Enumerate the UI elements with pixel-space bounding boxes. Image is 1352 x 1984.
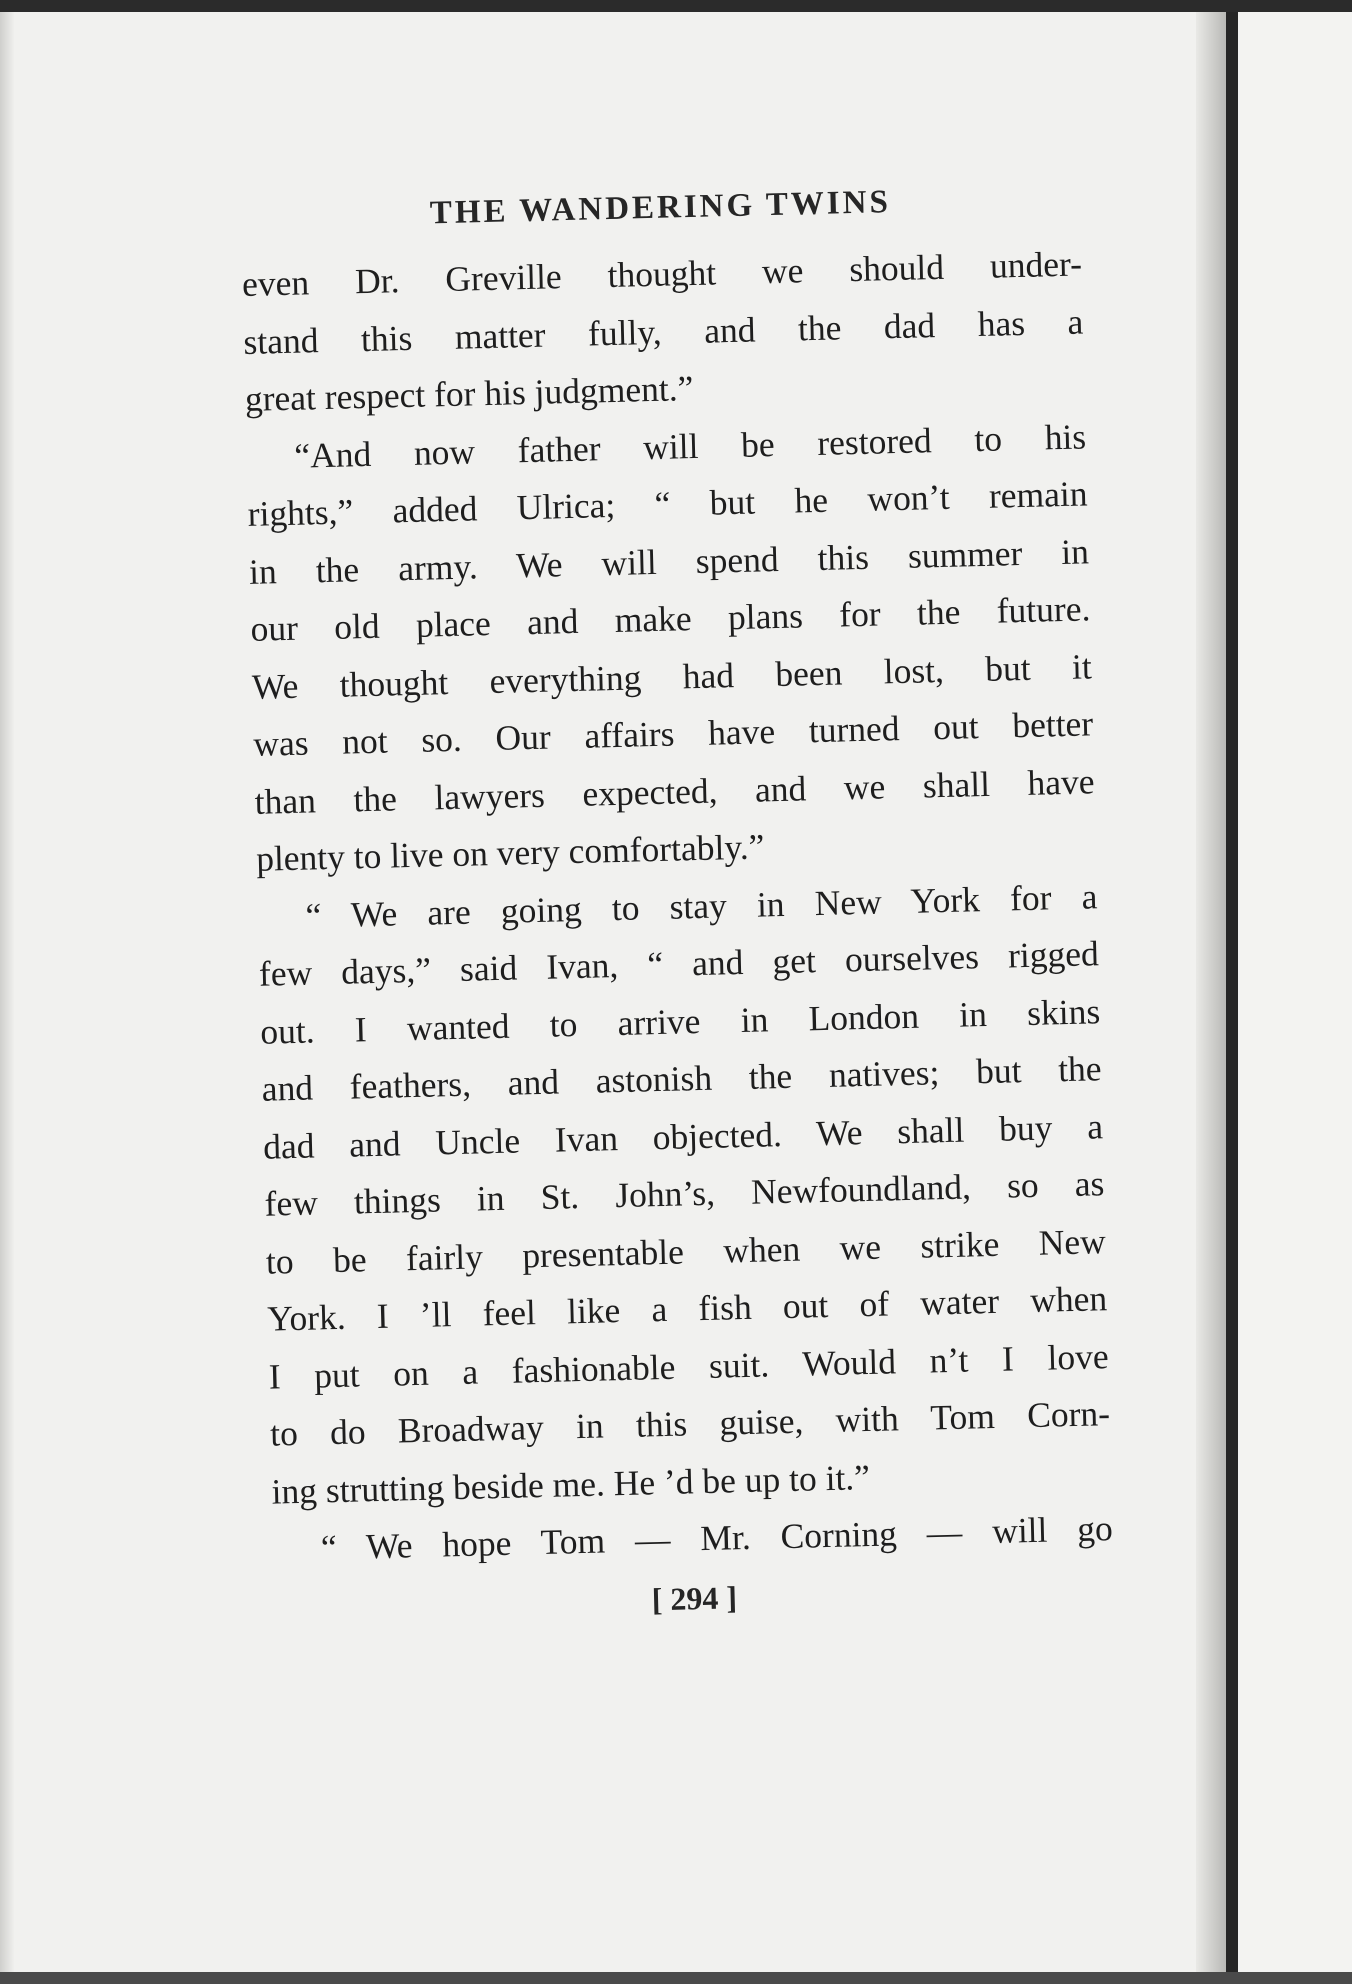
page-spine-shadow — [1196, 12, 1226, 1974]
text-line: “ We are going to stay in New York for a — [305, 875, 1098, 936]
body-text — [241, 235, 1113, 1578]
text-line: great respect for his judgment.” — [244, 367, 694, 419]
text-line: in the army. We will spend this summer in — [248, 530, 1090, 592]
text-line: to do Broadway in this guise, with Tom Corn- — [269, 1393, 1111, 1454]
text-line: few days,” said Ivan, “ and get ourselves rigged — [258, 933, 1100, 994]
page-binding-shadow — [0, 12, 14, 1974]
text-line: than the lawyers expected, and we shall have — [254, 760, 1095, 822]
text-line: I put on a fashionable suit. Would n’t I love — [268, 1335, 1110, 1397]
text-line: rights,” added Ulrica; “ but he won’t remain — [247, 473, 1088, 534]
text-line: dad and Uncle Ivan objected. We shall buy a — [262, 1105, 1104, 1167]
text-line: plenty to live on very comfortably.” — [255, 826, 765, 879]
running-head: THE WANDERING TWINS — [429, 184, 892, 232]
text-line: ing strutting beside me. He ’d be up to it.” — [271, 1456, 871, 1512]
page-number: [ 294 ] — [651, 1578, 738, 1617]
text-line: our old place and make plans for the future. — [250, 588, 1091, 649]
text-line: stand this matter fully, and the dad has a — [243, 300, 1084, 362]
text-line: few things in St. John’s, Newfoundland, so as — [264, 1163, 1105, 1224]
page-text-block — [240, 177, 1115, 1628]
book-gutter — [1226, 12, 1238, 1984]
text-line: “And now father will be restored to his — [293, 415, 1087, 476]
text-line: to be fairly presentable when we strike New — [265, 1220, 1107, 1282]
text-line: was not so. Our affairs have turned out better — [252, 703, 1094, 764]
text-line: even Dr. Greville thought we should under- — [241, 243, 1083, 304]
adjacent-page-edge — [1238, 12, 1352, 1974]
text-line: York. I ’ll feel like a fish out of water when — [266, 1278, 1108, 1339]
text-line: and feathers, and astonish the natives; but the — [261, 1048, 1103, 1109]
scan-bottom-edge — [0, 1972, 1352, 1984]
text-line: “ We hope Tom — Mr. Corning — will go — [320, 1508, 1114, 1568]
text-line: We thought everything had been lost, but it — [251, 645, 1093, 707]
text-line: out. I wanted to arrive in London in skins — [259, 990, 1101, 1052]
